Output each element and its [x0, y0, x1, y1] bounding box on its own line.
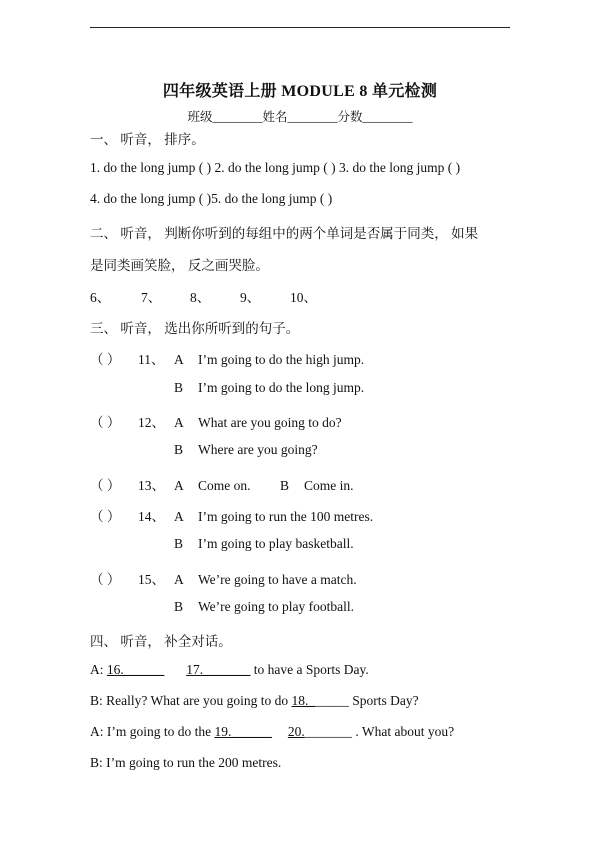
question-number: 15、 [138, 572, 165, 587]
blank-18: 18._ [291, 693, 316, 708]
dialogue-line-4: B: I’m going to run the 200 metres. [90, 755, 282, 770]
answer-paren: （ ） [90, 572, 121, 587]
option-text: Come on. [198, 478, 251, 493]
item-number: 7、 [141, 290, 162, 305]
question-15-b [174, 599, 354, 615]
blank-20: 20. [287, 724, 305, 739]
question-number: 13、 [138, 478, 165, 493]
answer-paren: （ ） [90, 509, 121, 524]
dialogue-text: to have a Sports Day. [250, 662, 369, 677]
blank-17: 17._______ [186, 662, 251, 677]
question-12-a [90, 411, 342, 431]
option-text: Where are you going? [198, 442, 318, 457]
option-text: I’m going to play basketball. [198, 536, 354, 551]
header-rule [90, 27, 510, 28]
section3-heading: 三、 听音， 选出你所听到的句子。 [90, 321, 300, 336]
question-14-a [90, 505, 373, 525]
section1-heading: 一、 听音， 排序。 [90, 132, 205, 147]
option-text: I’m going to do the high jump. [198, 352, 365, 367]
section2-heading-b: 是同类画笑脸， 反之画哭脸。 [90, 258, 269, 273]
question-11-b [174, 380, 364, 396]
question-number: 11、 [138, 352, 165, 367]
student-info-line: 班级________姓名________分数________ [187, 110, 413, 124]
section2-numbers [90, 286, 317, 306]
option-text: We’re going to play football. [198, 599, 354, 614]
dialogue-text: B: Really? What are you going to do [90, 693, 292, 708]
section1-line2: 4. do the long jump ( )5. do the long jump ( ) [90, 191, 333, 206]
section4-heading: 四、 听音， 补全对话。 [90, 634, 232, 649]
option-letter: B [280, 478, 290, 493]
answer-paren: （ ） [90, 415, 121, 430]
option-letter: B [174, 599, 184, 614]
section1-line1: 1. do the long jump ( ) 2. do the long jump ( ) 3. do the long jump ( ) [90, 160, 461, 175]
option-letter: A [174, 572, 184, 587]
dialogue-text: _______ . What about you? [304, 724, 455, 739]
blank-16: 16.______ [106, 662, 165, 677]
question-number: 14、 [138, 509, 165, 524]
option-letter: A [174, 478, 184, 493]
dialogue-speaker: A: [90, 662, 107, 677]
option-letter: A [174, 509, 184, 524]
item-number: 9、 [240, 290, 261, 305]
question-15-a [90, 568, 357, 588]
question-13 [90, 474, 354, 494]
question-14-b [174, 536, 354, 552]
option-letter: A [174, 415, 184, 430]
option-text: I’m going to do the long jump. [198, 380, 365, 395]
option-text: I’m going to run the 100 metres. [198, 509, 374, 524]
blank-19: 19.______ [214, 724, 272, 739]
answer-paren: （ ） [90, 478, 121, 493]
dialogue-line-2 [90, 693, 419, 709]
option-text: What are you going to do? [198, 415, 342, 430]
item-number: 10、 [290, 290, 317, 305]
option-text: We’re going to have a match. [198, 572, 357, 587]
option-letter: B [174, 442, 184, 457]
item-number: 8、 [190, 290, 211, 305]
question-12-b [174, 442, 318, 458]
option-letter: B [174, 380, 184, 395]
option-letter: A [174, 352, 184, 367]
page-title: 四年级英语上册 MODULE 8 单元检测 [162, 83, 438, 100]
dialogue-text: A: I’m going to do the [90, 724, 215, 739]
option-text: Come in. [304, 478, 354, 493]
dialogue-text: _____ Sports Day? [315, 693, 419, 708]
question-number: 12、 [138, 415, 165, 430]
item-number: 6、 [90, 290, 111, 305]
dialogue-line-1 [90, 662, 369, 678]
section2-heading-a: 二、 听音， 判断你听到的每组中的两个单词是否属于同类， 如果 [90, 226, 479, 241]
option-letter: B [174, 536, 184, 551]
question-11-a [90, 348, 364, 368]
dialogue-line-3 [90, 724, 454, 740]
answer-paren: （ ） [90, 352, 121, 367]
